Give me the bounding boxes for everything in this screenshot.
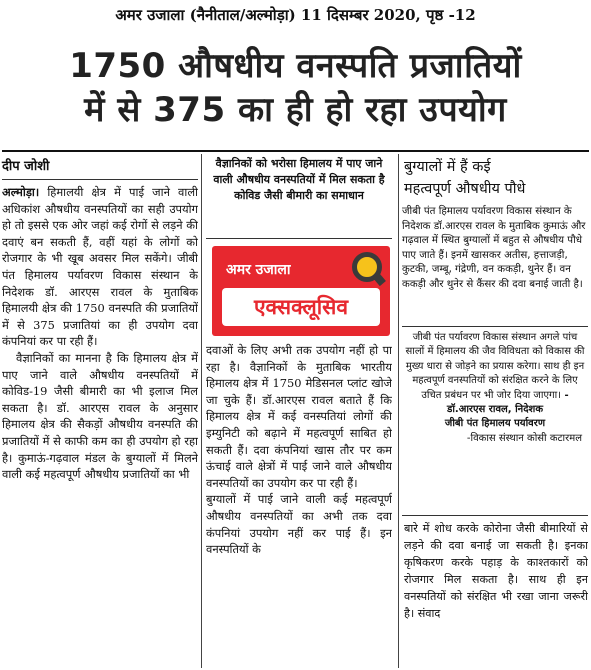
quote-box bbox=[402, 326, 588, 516]
sidebar-body: जीबी पंत हिमालय पर्यावरण विकास संस्थान के निदेशक डॉ.आरएस रावल के मुताबिक कुमाऊं और गढ़वाल में स्थित बुग्यालों में बहुत से औषधीय पौधे पाए जाते हैं। इनमें खासकर अतीस, हत्ताजड़ी, कुटकी, जम्बू, गंद्रेणी, वन ककड़ी, थुनेर हैं। वन ककड़ी और थुनेर से कैंसर की दवा बनाई जाती है। bbox=[402, 206, 586, 290]
article-paragraph-1-text: हिमालयी क्षेत्र में पाई जाने वाली अधिकांश औषधीय वनस्पतियों का सही उपयोग हो तो इससे एक ओर जहां कई रोगों से लड़ने की दवाएं बन सकती हैं, वहीं यहां के लोगों को रोजगार के भी खूब अवसर मिल सकेंगे। जीबी पंत हिमालय पर्यावरण विकास संस्थान के निदेशक डॉ. आरएस रावल के मुताबिक हिमालयी क्षेत्र की 1750 वनस्पति की प्रजातियों में से 375 प्रजातियां का ही उपयोग दवा कंपनियां कर पा रही हैं। bbox=[2, 185, 198, 349]
column-2-paragraph-1: दवाओं के लिए अभी तक उपयोग नहीं हो पा रहा है। वैज्ञानिकों के मुताबिक भारतीय हिमालय क्षेत्र में 1750 मेडिसनल प्लांट खोजे जा चुके हैं। डॉ.आरएस रावल बताते हैं कि हिमालय क्षेत्र में कई वनस्पतियां लोगों की इम्युनिटी को बढ़ाने में महत्वपूर्ण साबित हो सकती हैं। दवा कंपनियां खास तौर पर कम ऊंचाई वाले क्षेत्रों में पाई जाने वाले औषधीय वनस्पतियों का उपयोग कर पा रही हैं। bbox=[206, 343, 392, 490]
article-paragraph-1 bbox=[2, 184, 198, 350]
byline-rule bbox=[2, 179, 198, 180]
article-column-2 bbox=[206, 342, 392, 668]
quote-body: जीबी पंत पर्यावरण विकास संस्थान अगले पांच सालों में हिमालय की जैव विविधता को विकास की मुख्य धारा से जोड़ने का प्रयास करेगा। साथ ही इन महत्वपूर्ण वनस्पतियों को संरक्षित करने के लिए उचित प्रबंधन पर भी जोर दिया जाएगा। bbox=[405, 332, 585, 401]
article-paragraph-2: वैज्ञानिकों का मानना है कि हिमालय क्षेत्र में पाए जाने वाले औषधीय वनस्पतियों में कोविड-19 जैसी बीमारी का भी इलाज मिल सकता है। डॉ. आरएस रावल के अनुसार हिमालय क्षेत्र की सैकड़ों औषधीय वनस्पति की प्रजातियों में से काफी कम का ही उपयोग हो रहा है। कुमाऊं-गढ़वाल मंडल के बुग्यालों में मिलने वाली कई महत्वपूर्ण औषधीय प्रजातियों का भी bbox=[2, 350, 198, 482]
masthead: अमर उजाला (नैनीताल/अल्मोड़ा) 11 दिसम्बर 2020, पृष्ठ -12 bbox=[115, 6, 476, 24]
headline-line-1: 1750 औषधीय वनस्पति प्रजातियों bbox=[69, 46, 522, 86]
magnifier-icon bbox=[352, 252, 382, 282]
quote-text bbox=[402, 331, 588, 417]
headline-line-2: में से 375 का ही हो रहा उपयोग bbox=[84, 90, 507, 130]
column-divider-1 bbox=[201, 154, 202, 668]
column-2-paragraph-2: बुग्यालों में पाई जाने वाली कई महत्वपूर्ण औषधीय वनस्पतियों का अभी तक दवा कंपनियां उपयोग नहीं कर पाई हैं। इन वनस्पतियों के bbox=[206, 492, 392, 557]
dateline: अल्मोड़ा। bbox=[2, 185, 40, 199]
quote-author-line-2: जीबी पंत हिमालय पर्यावरण bbox=[444, 418, 546, 430]
column-divider-2 bbox=[398, 154, 399, 668]
deck-rule bbox=[206, 238, 392, 239]
sidebar-heading bbox=[404, 156, 588, 200]
logo-brand-text: अमर उजाला bbox=[226, 262, 291, 278]
sidebar-heading-line-1: बुग्यालों में हैं कई bbox=[404, 159, 491, 175]
quote-dash: - bbox=[560, 389, 569, 401]
deck-text: वैज्ञानिकों को भरोसा हिमालय में पाए जाने वाली औषधीय वनस्पतियों में मिल सकता है कोविड जैसी बीमारी का समाधान bbox=[213, 157, 385, 202]
article-column-1 bbox=[2, 184, 198, 668]
headline-rule bbox=[2, 150, 589, 152]
column-3-paragraph: बारे में शोध करके कोरोना जैसी बीमारियों से लड़ने की दवा बनाई जा सकती है। इनका कृषिकरण करके पहाड़ के काश्तकारों को रोजगार मिल सकता है। साथ ही इन वनस्पतियों को संरक्षित भी रखा जाना जरूरी है। संवाद bbox=[404, 522, 588, 620]
headline bbox=[0, 44, 591, 132]
article-column-3 bbox=[404, 520, 588, 668]
byline: दीप जोशी bbox=[2, 159, 50, 174]
quote-role: -विकास संस्थान कोसी कटारमल bbox=[466, 432, 582, 444]
logo-exclusive-text: एक्सक्लूसिव bbox=[222, 288, 380, 326]
quote-author: डॉ.आरएस रावल, निदेशक bbox=[446, 404, 544, 416]
sidebar-heading-line-2: महत्वपूर्ण औषधीय पौधे bbox=[404, 181, 526, 197]
exclusive-logo bbox=[212, 246, 390, 336]
